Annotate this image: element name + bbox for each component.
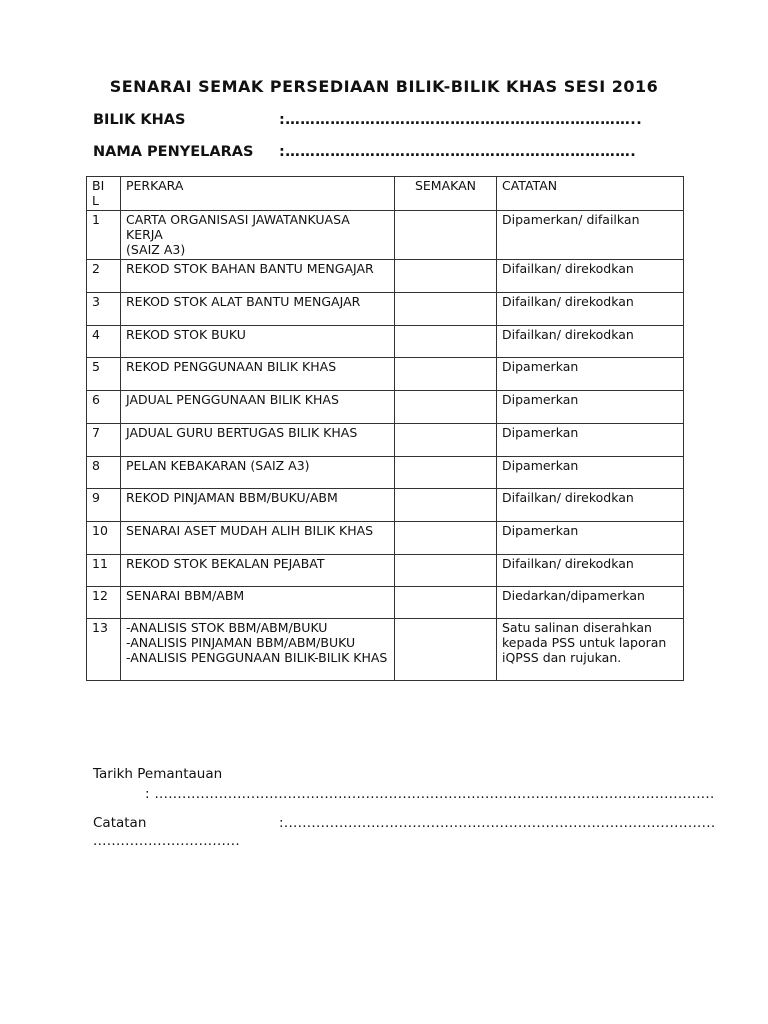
cell-perkara: PELAN KEBAKARAN (SAIZ A3) bbox=[121, 457, 395, 489]
cell-bil: 4 bbox=[87, 326, 121, 358]
nama-penyelaras-field bbox=[93, 144, 637, 160]
cell-bil: 12 bbox=[87, 587, 121, 619]
cell-perkara: REKOD STOK BUKU bbox=[121, 326, 395, 358]
bilik-khas-label: BILIK KHAS bbox=[93, 112, 186, 128]
cell-catatan: Difailkan/ direkodkan bbox=[497, 326, 684, 358]
cell-catatan: Diedarkan/dipamerkan bbox=[497, 587, 684, 619]
cell-catatan: Difailkan/ direkodkan bbox=[497, 293, 684, 326]
catatan-continuation[interactable]: ................................ bbox=[93, 833, 240, 849]
cell-catatan: Satu salinan diserahkan kepada PSS untuk laporan iQPSS dan rujukan. bbox=[497, 619, 684, 681]
cell-catatan: Dipamerkan bbox=[497, 424, 684, 457]
cell-semakan[interactable] bbox=[395, 457, 497, 489]
cell-semakan[interactable] bbox=[395, 260, 497, 293]
cell-perkara: REKOD STOK BEKALAN PEJABAT bbox=[121, 555, 395, 587]
table-row bbox=[87, 587, 684, 619]
cell-semakan[interactable] bbox=[395, 522, 497, 555]
header-perkara: PERKARA bbox=[121, 177, 395, 211]
cell-perkara: REKOD PENGGUNAAN BILIK KHAS bbox=[121, 358, 395, 391]
cell-semakan[interactable] bbox=[395, 326, 497, 358]
cell-bil: 2 bbox=[87, 260, 121, 293]
cell-catatan: Dipamerkan bbox=[497, 522, 684, 555]
cell-semakan[interactable] bbox=[395, 358, 497, 391]
bilik-khas-field bbox=[93, 112, 643, 128]
cell-bil: 8 bbox=[87, 457, 121, 489]
cell-bil: 10 bbox=[87, 522, 121, 555]
cell-perkara: JADUAL PENGGUNAAN BILIK KHAS bbox=[121, 391, 395, 424]
cell-semakan[interactable] bbox=[395, 555, 497, 587]
cell-semakan[interactable] bbox=[395, 391, 497, 424]
cell-perkara: SENARAI BBM/ABM bbox=[121, 587, 395, 619]
table-row bbox=[87, 260, 684, 293]
cell-catatan: Dipamerkan bbox=[497, 358, 684, 391]
cell-bil: 6 bbox=[87, 391, 121, 424]
header-catatan: CATATAN bbox=[497, 177, 684, 211]
catatan-value[interactable]: :.............................................................................................. bbox=[279, 815, 716, 831]
cell-perkara: REKOD STOK ALAT BANTU MENGAJAR bbox=[121, 293, 395, 326]
cell-catatan: Dipamerkan bbox=[497, 391, 684, 424]
table-row bbox=[87, 293, 684, 326]
cell-catatan: Difailkan/ direkodkan bbox=[497, 489, 684, 522]
cell-semakan[interactable] bbox=[395, 293, 497, 326]
cell-bil: 3 bbox=[87, 293, 121, 326]
tarikh-pemantauan-value[interactable]: : .......................................................................................................................... bbox=[145, 786, 715, 802]
cell-catatan: Difailkan/ direkodkan bbox=[497, 260, 684, 293]
table-row bbox=[87, 555, 684, 587]
nama-penyelaras-value[interactable]: :……………………………………………………………. bbox=[279, 144, 637, 160]
bilik-khas-value[interactable]: :…………………………………………………………….. bbox=[279, 112, 643, 128]
table-row bbox=[87, 619, 684, 681]
table-row bbox=[87, 391, 684, 424]
table-row bbox=[87, 457, 684, 489]
cell-bil: 1 bbox=[87, 211, 121, 260]
cell-bil: 13 bbox=[87, 619, 121, 681]
cell-perkara: SENARAI ASET MUDAH ALIH BILIK KHAS bbox=[121, 522, 395, 555]
table-row bbox=[87, 358, 684, 391]
cell-catatan: Dipamerkan bbox=[497, 457, 684, 489]
header-bil: BI L bbox=[87, 177, 121, 211]
cell-perkara: REKOD PINJAMAN BBM/BUKU/ABM bbox=[121, 489, 395, 522]
table-row bbox=[87, 424, 684, 457]
cell-perkara: -ANALISIS STOK BBM/ABM/BUKU -ANALISIS PINJAMAN BBM/ABM/BUKU -ANALISIS PENGGUNAAN BILIK-BILIK KHAS bbox=[121, 619, 395, 681]
cell-catatan: Difailkan/ direkodkan bbox=[497, 555, 684, 587]
cell-catatan: Dipamerkan/ difailkan bbox=[497, 211, 684, 260]
checklist-table bbox=[86, 176, 684, 681]
table-row bbox=[87, 489, 684, 522]
cell-perkara: REKOD STOK BAHAN BANTU MENGAJAR bbox=[121, 260, 395, 293]
cell-bil: 7 bbox=[87, 424, 121, 457]
table-row bbox=[87, 522, 684, 555]
header-semakan: SEMAKAN bbox=[395, 177, 497, 211]
table-row bbox=[87, 211, 684, 260]
table-row bbox=[87, 326, 684, 358]
cell-bil: 5 bbox=[87, 358, 121, 391]
cell-perkara: JADUAL GURU BERTUGAS BILIK KHAS bbox=[121, 424, 395, 457]
tarikh-pemantauan-label: Tarikh Pemantauan bbox=[93, 766, 223, 782]
cell-semakan[interactable] bbox=[395, 587, 497, 619]
nama-penyelaras-label: NAMA PENYELARAS bbox=[93, 144, 254, 160]
cell-semakan[interactable] bbox=[395, 424, 497, 457]
cell-bil: 11 bbox=[87, 555, 121, 587]
catatan-label: Catatan bbox=[93, 815, 147, 831]
page-title: SENARAI SEMAK PERSEDIAAN BILIK-BILIK KHAS SESI 2016 bbox=[109, 77, 659, 96]
cell-perkara: CARTA ORGANISASI JAWATANKUASA KERJA (SAIZ A3) bbox=[121, 211, 395, 260]
cell-semakan[interactable] bbox=[395, 489, 497, 522]
cell-bil: 9 bbox=[87, 489, 121, 522]
cell-semakan[interactable] bbox=[395, 619, 497, 681]
cell-semakan[interactable] bbox=[395, 211, 497, 260]
table-header-row bbox=[87, 177, 684, 211]
